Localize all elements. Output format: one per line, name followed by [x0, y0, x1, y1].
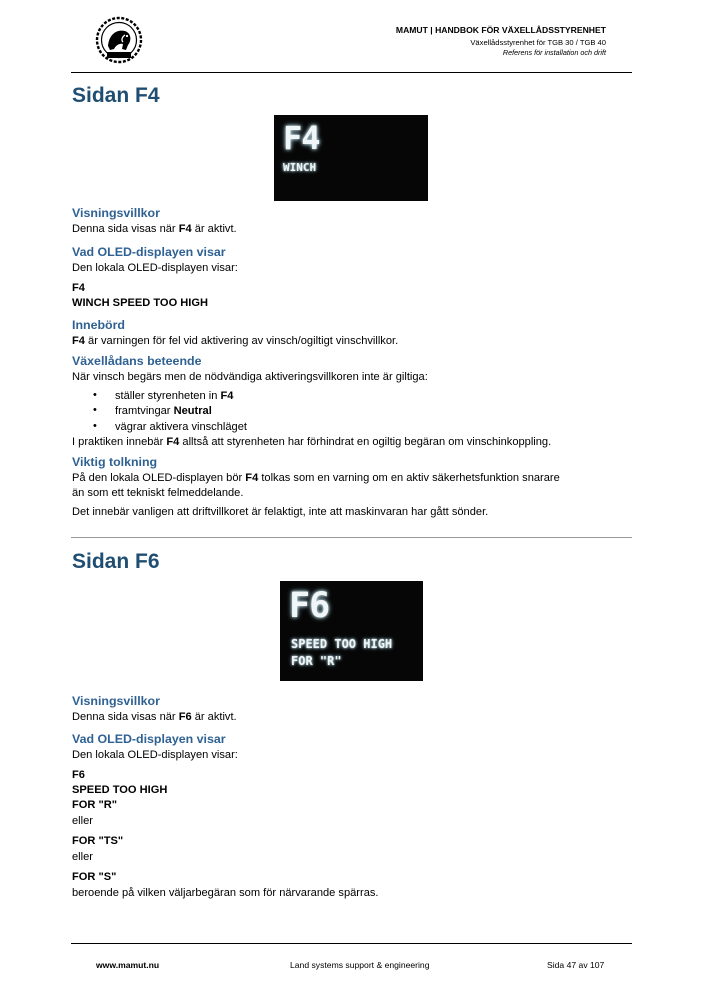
f6-oled-intro: Den lokala OLED-displayen visar:	[72, 749, 238, 761]
f4-behavior-intro: När vinsch begärs men de nödvändiga aktiveringsvillkoren inte är giltiga:	[72, 371, 428, 383]
f4-visibility-heading: Visningsvillkor	[72, 206, 160, 220]
footer-page-number: Sida 47 av 107	[547, 960, 605, 970]
f4-interpretation-line1: På den lokala OLED-displayen bör F4 tolkas som en varning om en aktiv säkerhetsfunktion snarare	[72, 472, 560, 484]
f6-alt-2: FOR "S"	[72, 871, 117, 883]
company-logo	[95, 16, 143, 64]
f4-bullet-1: ställer styrenheten in F4	[115, 390, 234, 402]
f4-meaning-heading: Innebörd	[72, 318, 125, 332]
f4-interpretation-line2: än som ett tekniskt felmeddelande.	[72, 487, 244, 499]
f4-oled-line1: F4	[72, 282, 85, 294]
oled-f4-text: WINCH	[283, 161, 317, 174]
f4-meaning-text: F4 är varningen för fel vid aktivering av vinsch/ogiltigt vinschvillkor.	[72, 335, 399, 347]
f4-behavior-heading: Växellådans beteende	[72, 354, 202, 368]
f6-or-2: eller	[72, 851, 93, 863]
f6-alt-1: FOR "TS"	[72, 835, 124, 847]
oled-f6-code: F6	[289, 586, 330, 626]
bullet-marker: •	[93, 404, 97, 416]
f4-interpretation-heading: Viktig tolkning	[72, 455, 158, 469]
oled-f4-code: F4	[283, 119, 320, 157]
f6-visibility-text: Denna sida visas när F6 är aktivt.	[72, 711, 237, 723]
header-subtitle: Växellådsstyrenhet för TGB 30 / TGB 40	[470, 38, 606, 47]
section-heading-f6: Sidan F6	[72, 550, 160, 573]
header-divider	[71, 72, 632, 73]
f6-oled-line1: F6	[72, 769, 85, 781]
oled-f6-line2: FOR "R"	[291, 654, 342, 668]
f4-oled-heading: Vad OLED-displayen visar	[72, 245, 226, 259]
f4-practice-text: I praktiken innebär F4 alltså att styrenheten har förhindrat en ogiltig begäran om vinschinkoppling.	[72, 436, 552, 448]
f6-closing-text: beroende på vilken väljarbegäran som för närvarande spärras.	[72, 887, 379, 899]
bullet-marker: •	[93, 389, 97, 401]
f4-visibility-text: Denna sida visas när F4 är aktivt.	[72, 223, 237, 235]
f4-interpretation-line3: Det innebär vanligen att driftvillkoret är felaktigt, inte att maskinvaran har gått sönder.	[72, 506, 489, 518]
oled-screenshot-f4	[274, 115, 428, 201]
section-divider	[71, 537, 632, 538]
f4-oled-line2: WINCH SPEED TOO HIGH	[72, 297, 209, 309]
header-title: MAMUT | HANDBOK FÖR VÄXELLÅDSSTYRENHET	[395, 25, 606, 35]
f6-visibility-heading: Visningsvillkor	[72, 694, 160, 708]
f4-bullet-2: framtvingar Neutral	[115, 405, 212, 417]
oled-f6-line1: SPEED TOO HIGH	[291, 637, 393, 651]
section-heading-f4: Sidan F4	[72, 84, 160, 107]
f6-oled-line3: FOR "R"	[72, 799, 118, 811]
f4-oled-intro: Den lokala OLED-displayen visar:	[72, 262, 238, 274]
oled-screenshot-f6	[280, 581, 423, 681]
bullet-marker: •	[93, 420, 97, 432]
header-reference: Referens för installation och drift	[502, 48, 606, 57]
f6-oled-line2: SPEED TOO HIGH	[72, 784, 168, 796]
footer-divider	[71, 943, 632, 944]
footer-tagline: Land systems support & engineering	[290, 960, 430, 970]
f4-bullet-3: vägrar aktivera vinschläget	[115, 421, 247, 433]
footer-website-link[interactable]: www.mamut.nu	[96, 960, 160, 970]
f6-oled-heading: Vad OLED-displayen visar	[72, 732, 226, 746]
f6-or-1: eller	[72, 815, 93, 827]
